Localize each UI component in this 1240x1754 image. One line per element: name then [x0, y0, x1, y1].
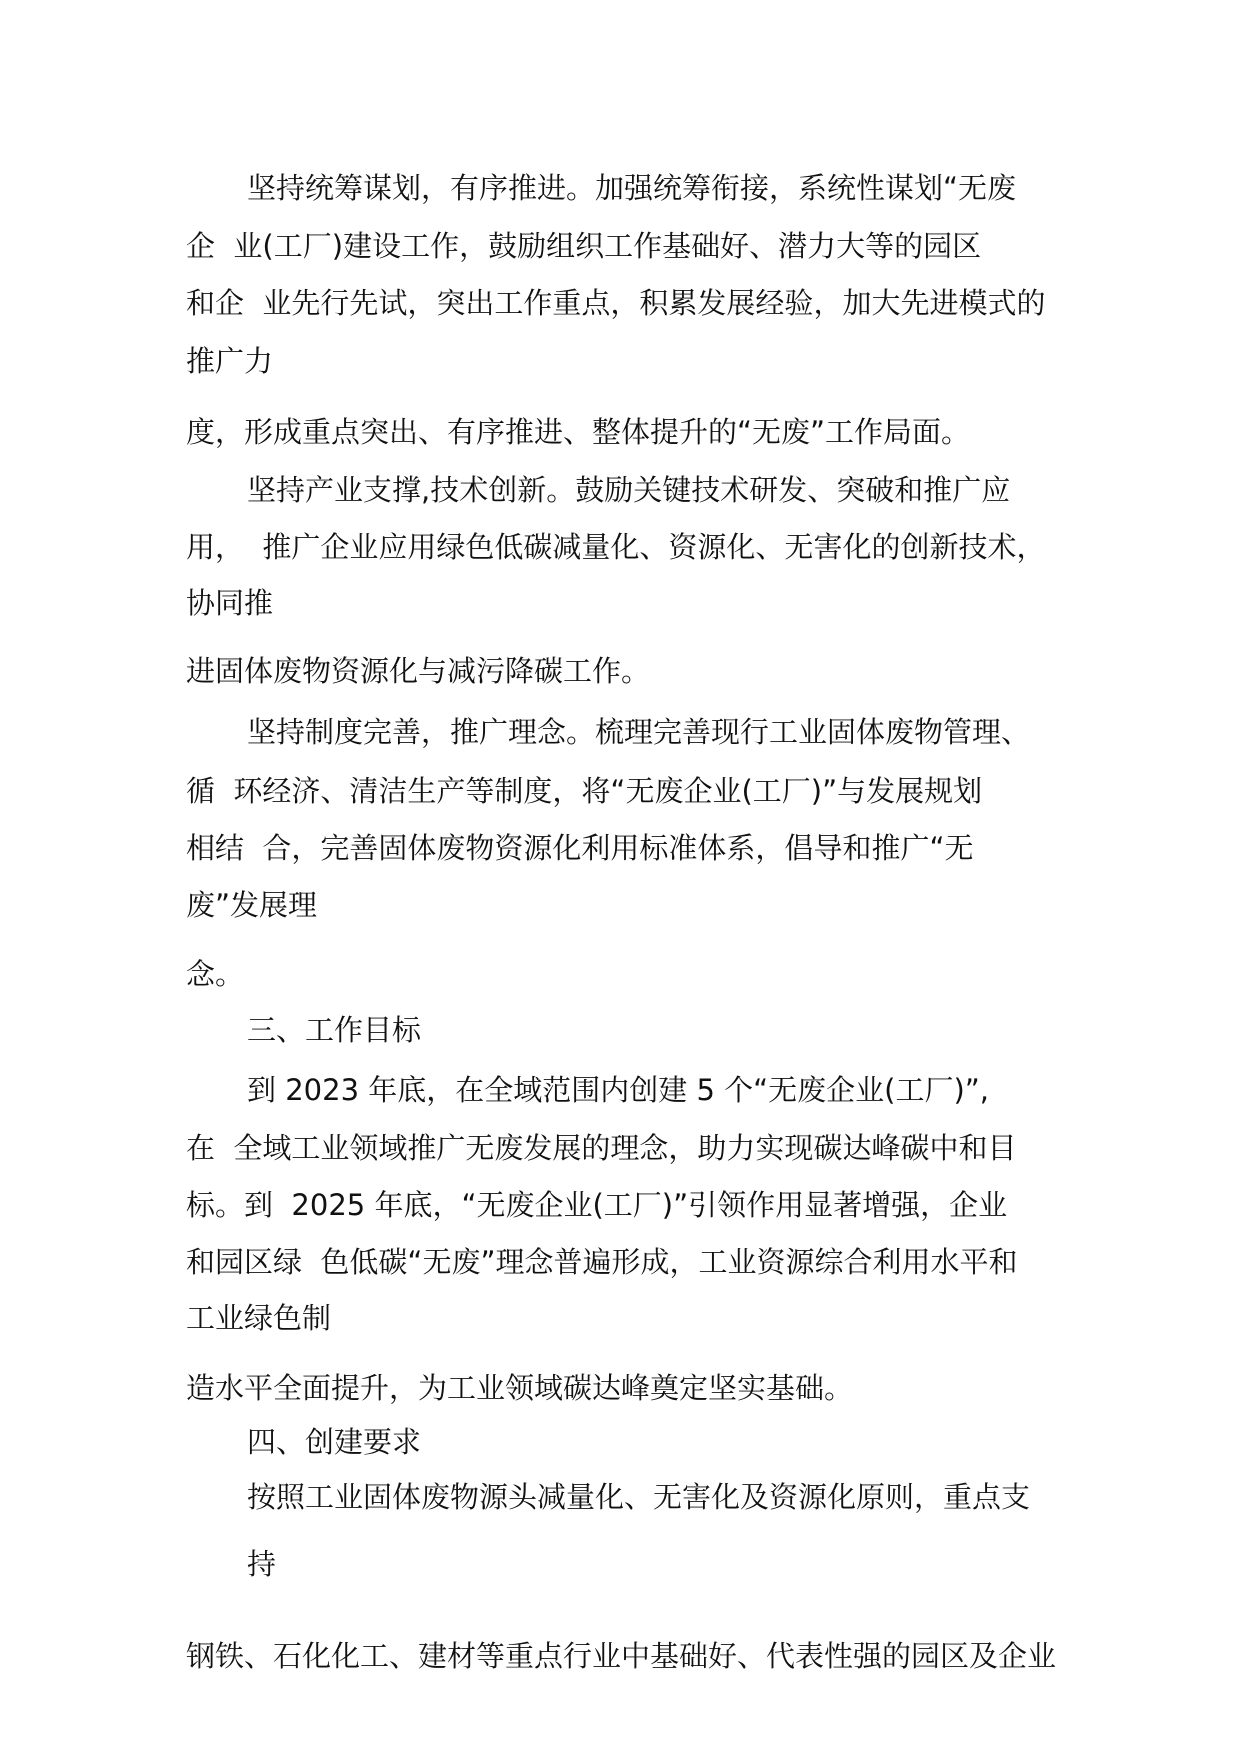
paragraph-line: 推广力	[186, 344, 274, 378]
paragraph-line: 标。到 2025 年底，“无废企业(工厂)”引领作用显著增强，企业	[186, 1188, 1008, 1222]
paragraph-line: 坚持统筹谋划，有序推进。加强统筹衔接，系统性谋划“无废	[247, 171, 1017, 205]
paragraph-line: 废”发展理	[186, 888, 318, 922]
paragraph-line: 坚持制度完善，推广理念。梳理完善现行工业固体废物管理、	[247, 715, 1031, 749]
section-heading: 四、创建要求	[247, 1425, 422, 1459]
paragraph-line: 持	[247, 1547, 277, 1581]
paragraph-line: 钢铁、石化化工、建材等重点行业中基础好、代表性强的园区及企业	[186, 1639, 1057, 1673]
paragraph-line: 在 全域工业领域推广无废发展的理念，助力实现碳达峰碳中和目	[186, 1131, 1017, 1165]
paragraph-line: 相结 合，完善固体废物资源化利用标准体系，倡导和推广“无	[186, 831, 974, 865]
paragraph-line: 造水平全面提升，为工业领域碳达峰奠定坚实基础。	[186, 1371, 854, 1405]
paragraph-line: 企 业(工厂)建设工作，鼓励组织工作基础好、潜力大等的园区	[186, 229, 982, 263]
paragraph-line: 协同推	[186, 586, 274, 620]
paragraph-line: 度，形成重点突出、有序推进、整体提升的“无废”工作局面。	[186, 415, 971, 449]
paragraph-line: 进固体废物资源化与减污降碳工作。	[186, 654, 651, 688]
paragraph-line: 循 环经济、清洁生产等制度，将“无废企业(工厂)”与发展规划	[186, 774, 983, 808]
paragraph-line: 到 2023 年底，在全域范围内创建 5 个“无废企业(工厂)”,	[247, 1073, 990, 1107]
paragraph-line: 坚持产业支撑,技术创新。鼓励关键技术研发、突破和推广应	[247, 473, 1011, 507]
paragraph-line: 和园区绿 色低碳“无废”理念普遍形成，工业资源综合利用水平和	[186, 1245, 1018, 1279]
paragraph-line: 和企 业先行先试，突出工作重点，积累发展经验，加大先进模式的	[186, 286, 1046, 320]
paragraph-line: 念。	[186, 957, 245, 991]
paragraph-line: 按照工业固体废物源头减量化、无害化及资源化原则，重点支	[247, 1480, 1031, 1514]
paragraph-line: 工业绿色制	[186, 1301, 332, 1335]
section-heading: 三、工作目标	[247, 1013, 422, 1047]
paragraph-line: 用， 推广企业应用绿色低碳减量化、资源化、无害化的创新技术，	[186, 530, 1046, 564]
